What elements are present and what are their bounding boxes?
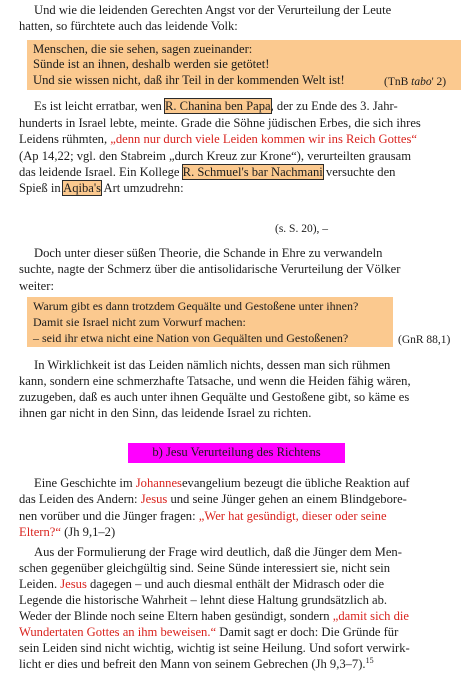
paragraph-2-line-1: Es ist leicht erratbar, wen R. Chanina ben Papa, der zu Ende des 3. Jahr- (34, 99, 398, 113)
red-quote-damit: „damit sich die (332, 609, 409, 623)
quote-2-line-1: Warum gibt es dann trotzdem Gequälte und Gestoßene unter ihnen? (33, 299, 359, 313)
red-quote-eltern: Eltern?“ (19, 525, 61, 539)
paragraph-2-line-3: Leidens rühmten, „denn nur durch viele Leiden kommen wir ins Reich Gottes“ (19, 132, 417, 146)
paragraph-6-line-8: licht er dies und befreit den Mann von seinem Gebrechen (Jh 9,3–7).$^{15}$ (19, 656, 374, 671)
paragraph-2-line-6: Spieß in Aqiba's Art umzudrehn: (19, 181, 184, 195)
quote-1-citation: (TnB tabo' 2) (384, 76, 447, 88)
paragraph-6-line-2: schen gegenüber gleichgültig sind. Seine Sünde interessiert sie, nicht sein (19, 561, 391, 575)
paragraph-5-line-1: Eine Geschichte im Johannesevangelium bezeugt die übliche Reaktion auf (34, 476, 410, 490)
paragraph-2-line-5: das leidende Israel. Ein Kollege R. Schmuel's bar Nachmani versuchte den (19, 165, 396, 179)
paragraph-2-line-2: hunderts in Israel lebte, meinte. Grade die Söhne jüdischen Erbes, die sich ihres (19, 116, 421, 130)
red-word-jesus: Jesus (140, 492, 168, 506)
paragraph-6-line-5: Weder der Blinde noch seine Eltern haben gesündigt, sondern „damit sich die (19, 609, 409, 623)
paragraph-6-line-6: Wundertaten Gottes an ihm beweisen.“ Damit sagt er doch: Die Gründe für (19, 625, 399, 639)
paragraph-2-line-4: (Ap 14,22; vgl. den Stabreim „durch Kreuz zur Krone“), verurteilten grausam (19, 149, 412, 163)
paragraph-1-line-2: hatten, so fürchtete auch das leidende Volk: (19, 19, 238, 33)
paragraph-6-line-1: Aus der Formulierung der Frage wird deutlich, daß die Jünger dem Men- (34, 545, 402, 559)
paragraph-6-line-4: Legende die historische Wahrheit – lehnt diese Haltung grundsätzlich ab. (19, 593, 388, 607)
section-heading: b) Jesu Verurteilung des Richtens (152, 445, 321, 459)
quote-2-line-2: Damit sie Israel nicht zum Vorwurf machen: (33, 315, 246, 329)
paragraph-4-line-4: ihnen gar nicht in den Sinn, das leidende Israel zu richten. (19, 406, 312, 420)
paragraph-4-line-2: kann, sondern eine schmerzhafte Tatsache, und wenn die Heiden fähig wären, (19, 374, 411, 388)
paragraph-3-line-2: suchte, nagte der Schmerz über die antisolidarische Verurteilung der Völker (19, 262, 401, 276)
paragraph-3-line-3: weiter: (19, 279, 54, 293)
name-aqiba: Aqiba's (63, 181, 102, 195)
paragraph-5-line-2: das Leiden des Andern: Jesus und seine Jünger gehen an einem Blindgebore- (19, 492, 407, 506)
red-word-jesus-2: Jesus (60, 577, 87, 591)
footnote-marker: 15 (365, 656, 374, 665)
name-schmuel: R. Schmuel's bar Nachmani (182, 165, 323, 179)
red-quote-wer-hat: „Wer hat gesündigt, dieser oder seine (198, 509, 387, 523)
red-word-johannes: Johannes (135, 476, 182, 490)
page-reference: (s. S. 20), – (275, 223, 329, 235)
paragraph-1-line-1: Und wie die leidenden Gerechten Angst vor der Verurteilung der Leute (34, 3, 392, 17)
quote-1-line-1: Menschen, die sie sehen, sagen zueinander: (33, 42, 253, 56)
red-quote-reich-gottes: „denn nur durch viele Leiden kommen wir ins Reich Gottes“ (110, 132, 417, 146)
quote-1-line-3: Und sie wissen nicht, daß ihr Teil in der kommenden Welt ist! (33, 73, 345, 87)
paragraph-5-line-4: Eltern?“ (Jh 9,1–2) (19, 525, 116, 539)
quote-2-citation: (GnR 88,1) (398, 334, 451, 346)
paragraph-4-line-3: zuzugeben, daß es auch unter ihnen Gequälte und Gestoßene gibt, so käme es (19, 390, 410, 404)
paragraph-3-line-1: Doch unter dieser süßen Theorie, die Schande in Ehre zu verwandeln (34, 246, 383, 260)
quote-2-line-3: – seid ihr etwa nicht eine Nation von Gequälten und Gestoßenen? (33, 331, 349, 345)
paragraph-4-line-1: In Wirklichkeit ist das Leiden nämlich nichts, dessen man sich rühmen (34, 358, 391, 372)
red-quote-wundertaten: Wundertaten Gottes an ihm beweisen.“ (19, 625, 217, 639)
name-chanina: R. Chanina ben Papa (164, 99, 271, 113)
paragraph-6-line-3: Leiden. Jesus dagegen – und auch diesmal enthält der Midrasch oder die (19, 577, 385, 591)
paragraph-5-line-3: nen vorüber und die Jünger fragen: „Wer hat gesündigt, dieser oder seine (19, 509, 387, 523)
quote-1-line-2: Sünde ist an ihnen, deshalb werden sie getötet! (33, 57, 270, 71)
paragraph-6-line-7: sein Leiden sind nicht wichtig, wichtig ist seine Heilung. Und sofort verwirk- (19, 641, 410, 655)
